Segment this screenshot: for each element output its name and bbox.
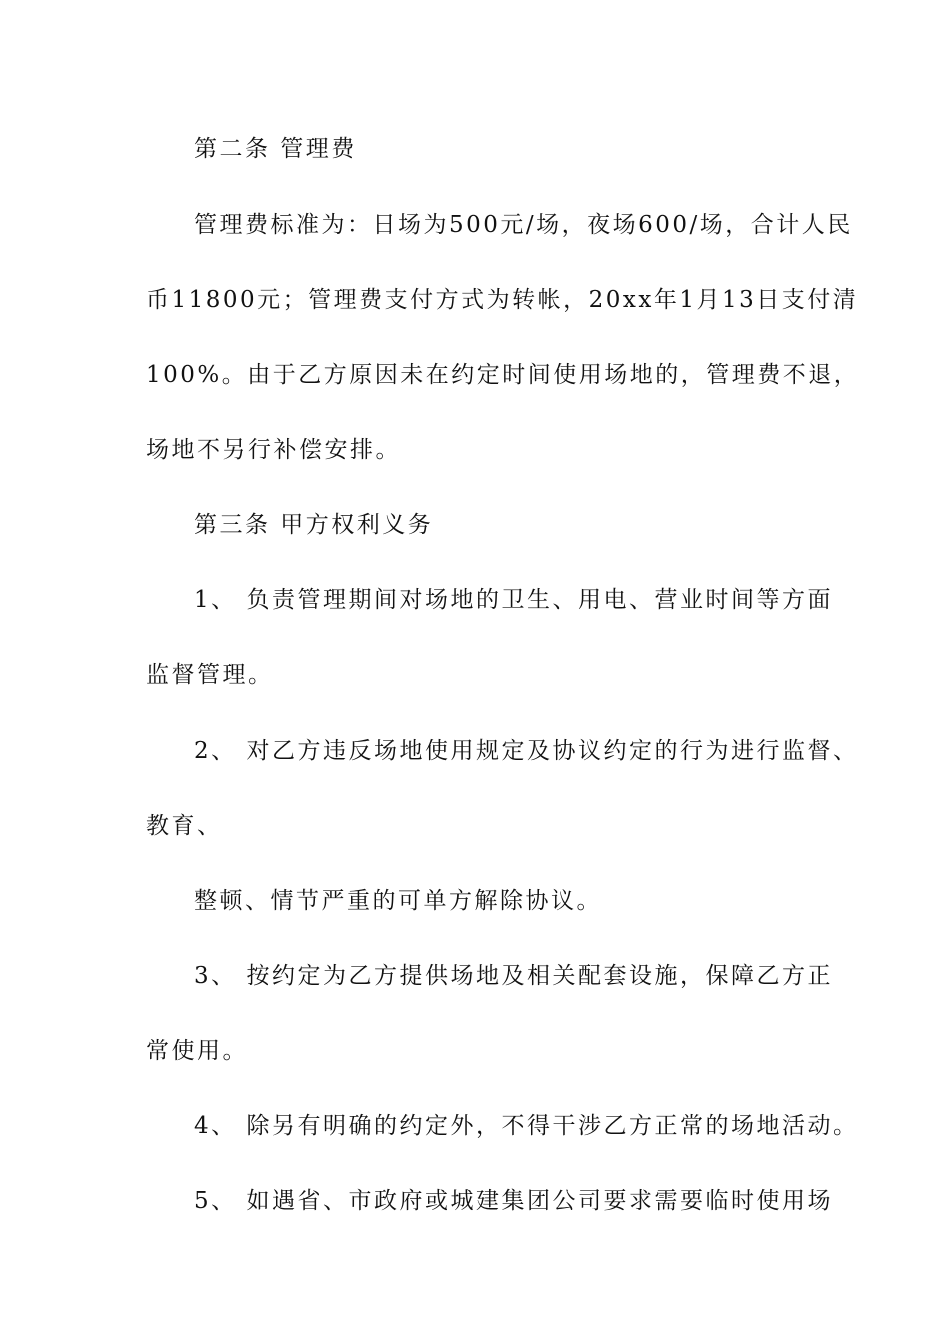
section-heading-party-a-rights: 第三条 甲方权利义务 (194, 512, 434, 538)
list-item-line: 1、 负责管理期间对场地的卫生、用电、营业时间等方面 (194, 587, 833, 613)
list-item-line: 教育、 (146, 813, 223, 839)
list-item-line: 5、 如遇省、市政府或城建集团公司要求需要临时使用场 (194, 1188, 833, 1214)
list-item-line: 2、 对乙方违反场地使用规定及协议约定的行为进行监督、 (194, 738, 859, 764)
list-item-line: 整顿、情节严重的可单方解除协议。 (194, 888, 602, 914)
list-item-line: 常使用。 (146, 1038, 248, 1064)
list-item-line: 3、 按约定为乙方提供场地及相关配套设施，保障乙方正 (194, 963, 833, 989)
section-heading-management-fee: 第二条 管理费 (194, 136, 357, 162)
paragraph-line: 管理费标准为：日场为500元/场，夜场600/场，合计人民 (194, 212, 853, 238)
list-item-line: 监督管理。 (146, 662, 274, 688)
paragraph-line: 100%。由于乙方原因未在约定时间使用场地的，管理费不退， (146, 362, 860, 388)
paragraph-line: 币11800元；管理费支付方式为转帐，20xx年1月13日支付清 (146, 287, 859, 313)
list-item-line: 4、 除另有明确的约定外，不得干涉乙方正常的场地活动。 (194, 1113, 859, 1139)
paragraph-line: 场地不另行补偿安排。 (146, 437, 401, 463)
